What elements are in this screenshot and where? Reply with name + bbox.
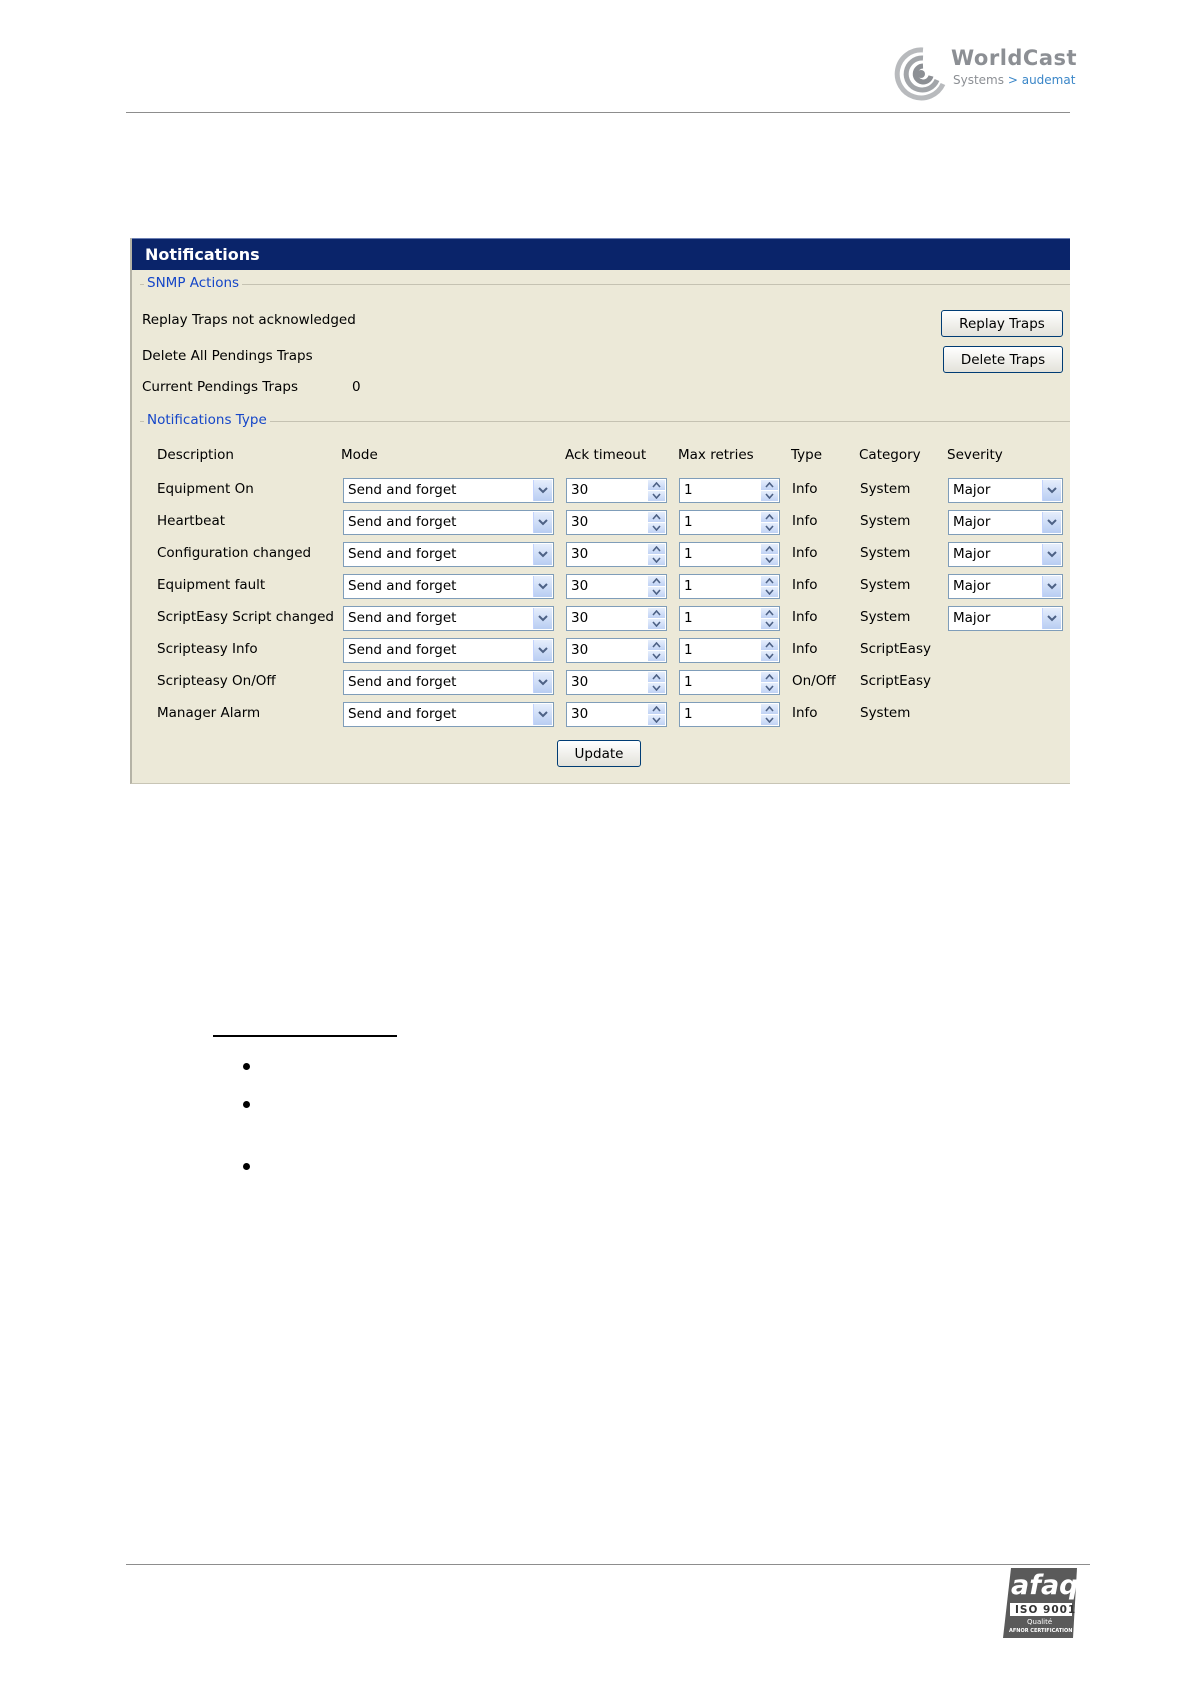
update-button[interactable]: Update (557, 740, 641, 767)
severity-select[interactable] (948, 478, 1063, 503)
afaq-quality: Qualité (1027, 1618, 1053, 1626)
mode-select[interactable] (343, 638, 554, 663)
mode-select[interactable] (343, 606, 554, 631)
ack-timeout-spinner[interactable] (566, 478, 667, 503)
spin-down-icon[interactable] (648, 491, 665, 501)
spin-up-icon[interactable] (648, 512, 665, 522)
mode-select-value: Send and forget (348, 674, 457, 690)
replay-traps-button[interactable]: Replay Traps (941, 310, 1063, 337)
chevron-down-icon[interactable] (1042, 480, 1061, 501)
max-retries-value: 1 (684, 706, 693, 722)
row-category: ScriptEasy (860, 673, 931, 689)
ack-timeout-value: 30 (571, 482, 589, 498)
row-type: Info (792, 705, 818, 721)
max-retries-spinner[interactable] (679, 670, 780, 695)
row-type: Info (792, 545, 818, 561)
severity-select-value: Major (953, 482, 991, 498)
spin-up-icon[interactable] (648, 672, 665, 682)
ack-timeout-value: 30 (571, 546, 589, 562)
max-retries-spinner[interactable] (679, 510, 780, 535)
severity-select-value: Major (953, 578, 991, 594)
header-type: Type (791, 447, 823, 463)
row-description: Scripteasy Info (157, 641, 258, 657)
chevron-down-icon[interactable] (533, 672, 552, 693)
mode-select[interactable] (343, 542, 554, 567)
delete-traps-button[interactable]: Delete Traps (943, 346, 1063, 373)
spin-down-icon[interactable] (761, 523, 778, 533)
mode-select-value: Send and forget (348, 706, 457, 722)
spin-down-icon[interactable] (761, 555, 778, 565)
replay-traps-label: Replay Traps not acknowledged (142, 312, 356, 328)
chevron-down-icon[interactable] (533, 480, 552, 501)
ack-timeout-spinner[interactable] (566, 606, 667, 631)
severity-select[interactable] (948, 510, 1063, 535)
afaq-standard: ISO 9001 (1015, 1604, 1077, 1616)
notif-group-border (140, 421, 1070, 422)
row-type: Info (792, 577, 818, 593)
row-type: On/Off (792, 673, 836, 689)
mode-select[interactable] (343, 510, 554, 535)
ack-timeout-value: 30 (571, 642, 589, 658)
chevron-down-icon[interactable] (533, 704, 552, 725)
ack-timeout-spinner[interactable] (566, 510, 667, 535)
max-retries-value: 1 (684, 578, 693, 594)
mode-select-value: Send and forget (348, 482, 457, 498)
mode-select[interactable] (343, 478, 554, 503)
ack-timeout-value: 30 (571, 706, 589, 722)
row-category: System (860, 481, 911, 497)
header-ack-timeout: Ack timeout (565, 447, 647, 463)
spin-down-icon[interactable] (648, 555, 665, 565)
header-description: Description (157, 447, 234, 463)
mode-select-value: Send and forget (348, 610, 457, 626)
spin-down-icon[interactable] (648, 523, 665, 533)
row-description: Configuration changed (157, 545, 312, 561)
severity-select-value: Major (953, 610, 991, 626)
mode-select[interactable] (343, 702, 554, 727)
spin-up-icon[interactable] (648, 544, 665, 554)
row-description: Manager Alarm (157, 705, 261, 721)
spin-up-icon[interactable] (648, 704, 665, 714)
spin-up-icon[interactable] (761, 512, 778, 522)
severity-select-value: Major (953, 546, 991, 562)
max-retries-spinner[interactable] (679, 478, 780, 503)
mode-select-value: Send and forget (348, 514, 457, 530)
panel-title: Notifications (145, 245, 260, 264)
chevron-down-icon[interactable] (533, 576, 552, 597)
chevron-down-icon[interactable] (1042, 608, 1061, 629)
max-retries-spinner[interactable] (679, 574, 780, 599)
bullet-point (243, 1163, 250, 1170)
severity-select[interactable] (948, 574, 1063, 599)
footer-divider (126, 1564, 1090, 1565)
ack-timeout-value: 30 (571, 578, 589, 594)
spin-down-icon[interactable] (761, 683, 778, 693)
chevron-down-icon[interactable] (533, 640, 552, 661)
worldcast-logo-swirl-icon (893, 40, 951, 102)
ack-timeout-spinner[interactable] (566, 670, 667, 695)
panel-titlebar (132, 238, 1070, 270)
section-underline (213, 1035, 397, 1037)
snmp-group-label: SNMP Actions (144, 275, 242, 291)
spin-down-icon[interactable] (648, 619, 665, 629)
header-mode: Mode (341, 447, 378, 463)
row-category: System (860, 513, 911, 529)
row-description: Equipment fault (157, 577, 266, 593)
header-divider (126, 112, 1070, 113)
row-type: Info (792, 481, 818, 497)
bullet-point (243, 1101, 250, 1108)
row-category: System (860, 577, 911, 593)
notif-group-label: Notifications Type (144, 412, 270, 428)
chevron-down-icon[interactable] (533, 608, 552, 629)
logo-sub-right: audemat (1021, 73, 1076, 87)
spin-up-icon[interactable] (648, 640, 665, 650)
row-description: Heartbeat (157, 513, 226, 529)
row-type: Info (792, 641, 818, 657)
severity-select[interactable] (948, 606, 1063, 631)
spin-up-icon[interactable] (761, 672, 778, 682)
row-category: System (860, 705, 911, 721)
mode-select-value: Send and forget (348, 642, 457, 658)
worldcast-logo (893, 40, 1078, 102)
chevron-down-icon[interactable] (533, 512, 552, 533)
spin-up-icon[interactable] (761, 544, 778, 554)
row-description: ScriptEasy Script changed (157, 609, 334, 625)
spin-up-icon[interactable] (761, 480, 778, 490)
mode-select[interactable] (343, 670, 554, 695)
snmp-group-border (140, 284, 1070, 285)
spin-down-icon[interactable] (648, 651, 665, 661)
spin-up-icon[interactable] (648, 608, 665, 618)
spin-down-icon[interactable] (648, 587, 665, 597)
max-retries-spinner[interactable] (679, 702, 780, 727)
afaq-cert: AFNOR CERTIFICATION (1009, 1628, 1073, 1634)
spin-down-icon[interactable] (761, 619, 778, 629)
row-description: Scripteasy On/Off (157, 673, 276, 689)
mode-select[interactable] (343, 574, 554, 599)
spin-up-icon[interactable] (761, 608, 778, 618)
max-retries-value: 1 (684, 610, 693, 626)
spin-down-icon[interactable] (761, 587, 778, 597)
bullet-point (243, 1063, 250, 1070)
spin-up-icon[interactable] (648, 576, 665, 586)
delete-traps-label: Delete All Pendings Traps (142, 348, 313, 364)
row-description: Equipment On (157, 481, 254, 497)
max-retries-value: 1 (684, 674, 693, 690)
ack-timeout-value: 30 (571, 610, 589, 626)
max-retries-value: 1 (684, 546, 693, 562)
mode-select-value: Send and forget (348, 546, 457, 562)
spin-up-icon[interactable] (761, 640, 778, 650)
logo-sub-left: Systems (953, 73, 1004, 87)
spin-down-icon[interactable] (761, 651, 778, 661)
spin-up-icon[interactable] (761, 704, 778, 714)
spin-down-icon[interactable] (761, 715, 778, 725)
header-max-retries: Max retries (678, 447, 754, 463)
ack-timeout-spinner[interactable] (566, 542, 667, 567)
afaq-wordmark: afaq (1011, 1570, 1079, 1601)
spin-up-icon[interactable] (761, 576, 778, 586)
afaq-iso-logo (1003, 1568, 1077, 1638)
row-type: Info (792, 513, 818, 529)
max-retries-value: 1 (684, 482, 693, 498)
row-category: ScriptEasy (860, 641, 931, 657)
logo-subline (953, 73, 1075, 87)
max-retries-value: 1 (684, 514, 693, 530)
spin-down-icon[interactable] (648, 683, 665, 693)
max-retries-value: 1 (684, 642, 693, 658)
max-retries-spinner[interactable] (679, 542, 780, 567)
chevron-down-icon[interactable] (1042, 576, 1061, 597)
chevron-down-icon[interactable] (1042, 544, 1061, 565)
header-severity: Severity (947, 447, 1003, 463)
ack-timeout-spinner[interactable] (566, 574, 667, 599)
ack-timeout-value: 30 (571, 674, 589, 690)
chevron-down-icon[interactable] (1042, 512, 1061, 533)
ack-timeout-value: 30 (571, 514, 589, 530)
logo-wordmark: WorldCast (951, 46, 1078, 70)
spin-down-icon[interactable] (761, 491, 778, 501)
row-type: Info (792, 609, 818, 625)
row-category: System (860, 609, 911, 625)
current-pending-value: 0 (352, 379, 361, 395)
mode-select-value: Send and forget (348, 578, 457, 594)
current-pending-label: Current Pendings Traps (142, 379, 298, 395)
logo-sub-sep: > (1007, 73, 1018, 87)
header-category: Category (859, 447, 921, 463)
notifications-panel (130, 238, 1070, 784)
max-retries-spinner[interactable] (679, 638, 780, 663)
row-category: System (860, 545, 911, 561)
spin-down-icon[interactable] (648, 715, 665, 725)
max-retries-spinner[interactable] (679, 606, 780, 631)
severity-select-value: Major (953, 514, 991, 530)
ack-timeout-spinner[interactable] (566, 702, 667, 727)
spin-up-icon[interactable] (648, 480, 665, 490)
chevron-down-icon[interactable] (533, 544, 552, 565)
ack-timeout-spinner[interactable] (566, 638, 667, 663)
severity-select[interactable] (948, 542, 1063, 567)
